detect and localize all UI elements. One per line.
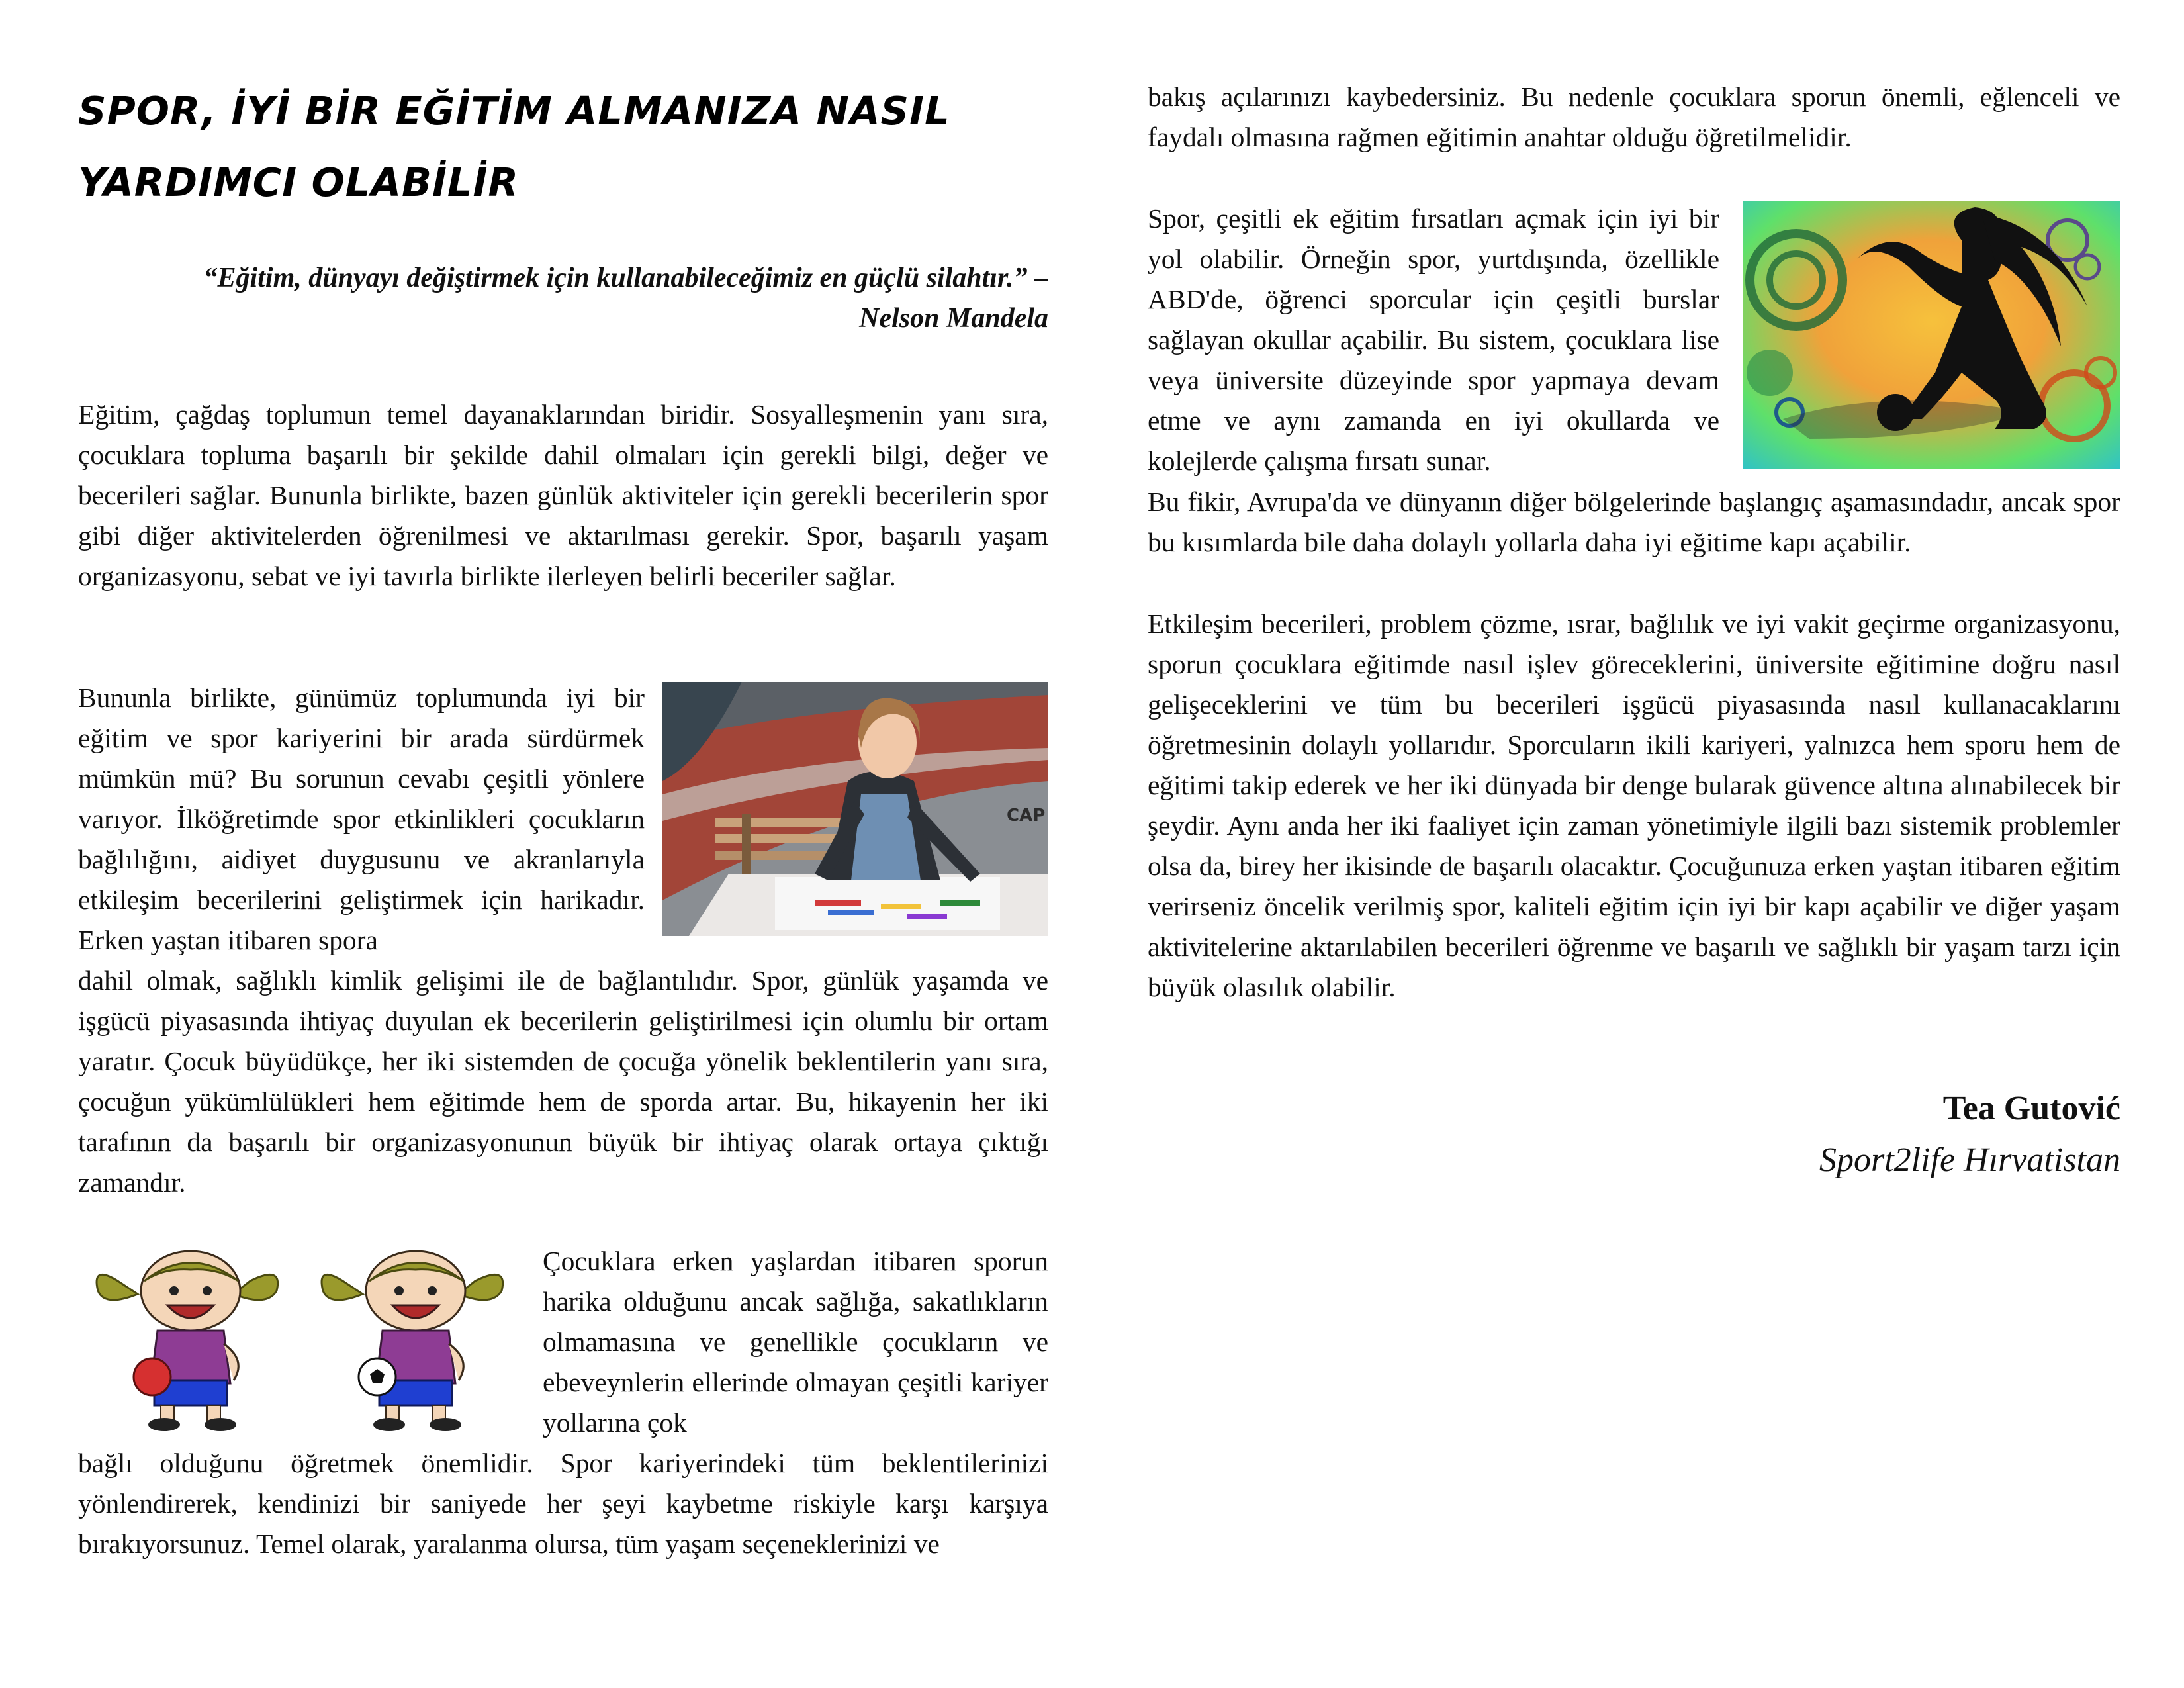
svg-text:CAP: CAP — [1007, 806, 1046, 825]
paragraph-health-part2: bağlı olduğunu öğretmek önemlidir. Spor kariyerindeki tüm beklentilerinizi yönlendirerek, kendinizi bir saniyede her şeyi kaybetme riskiyle karşı karşıya bırakıyorsunuz. Temel olarak, yaralanma olursa, tüm yaşam seçeneklerinizi ve — [78, 1448, 1048, 1559]
author-name: Tea Gutović — [1942, 1090, 2120, 1127]
paragraph-dual-career-part1: Bununla birlikte, günümüz toplumunda iyi bir eğitim ve spor kariyerini bir arada sürdürmek mümkün mü? Bu sorunun cevabı çeşitli yönlere varıyor. İlköğretimde spor etkinlikleri çocukların bağlılığını, aidiyet duygusunu ve akranlarıyla etkileşim becerilerini geliştirmek için harikadır. Erken yaştan itibaren spora — [78, 682, 645, 955]
paragraph-dual-career-part2: dahil olmak, sağlıklı kimlik gelişimi ile de bağlantılıdır. Spor, günlük yaşamda ve işgücü piyasasında ihtiyaç duyulan ek becerilerin geliştirilmesi için olumlu bir ortam yaratır. Çocuk büyüdükçe, her iki sistemden de çocuğa yönelik beklentilerin yanı sıra, çocuğun yükümlülükleri hem eğitimde hem de sporda artar. Bu, hikayenin her iki tarafının da başarılı bir organizasyonunun büyük bir ihtiyaç olarak ortaya çıktığı zamandır. — [78, 965, 1048, 1197]
paragraph-health-part1: Çocuklara erken yaşlardan itibaren sporun harika olduğunu ancak sağlığa, sakatlıkların olmamasına ve genellikle çocukların ve ebeveynlerin ellerinde olmayan çeşitli kariyer yollarına çok — [543, 1246, 1048, 1438]
paragraph-health-part3: bakış açılarınızı kaybedersiniz. Bu nedenle çocuklara sporun önemli, eğlenceli ve faydalı olmasına rağmen eğitimin anahtar olduğu öğretilmelidir. — [1148, 81, 2120, 152]
author-organization: Sport2life Hırvatistan — [1819, 1141, 2120, 1179]
cartoon-girl-left — [97, 1251, 278, 1431]
photo-graphic — [662, 682, 1048, 936]
cartoon-girl-right — [322, 1251, 503, 1431]
paragraph-conclusion: Etkileşim becerileri, problem çözme, ısrar, bağlılık ve iyi vakit geçirme organizasyonu, sporun çocuklara eğitimde nasıl işlev göreceklerini, üniversite eğitimine doğru nasıl gelişeceklerini ve tüm bu becerileri işgücü piyasasında nasıl kullanacaklarını öğretmesinin dolaylı yollarıdır. Sporcuların ikili kariyeri, yalnızca hem sporu hem de eğitimi takip ederek ve her iki dünyada bir denge bularak güvence altına alınabilecek bir şeydir. Aynı anda her iki faaliyet için zaman yönetimiyle ilgili bazı sistemik problemler olsa da, birey her ikisinde de başarılı olacaktır. Çocuğunuza erken yaştan itibaren eğitim verirseniz öncelik verilmiş spor, kaliteli eğitim için iyi bir kapı açabilir ve diğer yaşam aktivitelerine aktarılabilen becerileri öğrenme ve başarılı ve sağlıklı bir yaşam tarzı için büyük olasılık olabilir. — [1148, 608, 2120, 1002]
quote-text: “Eğitim, dünyayı değiştirmek için kullanabileceğimiz en güçlü silahtır.” – — [203, 263, 1048, 293]
mandela-quote — [78, 258, 1048, 339]
paragraph-scholarships-part1: Spor, çeşitli ek eğitim fırsatları açmak için iyi bir yol olabilir. Örneğin spor, yurtdışında, özellikle ABD'de, öğrenci sporcular için çeşitli burslar sağlayan okullar açabilir. Bu sistem, çocuklara lise veya üniversite düzeyinde spor yapmaya devam etme ve aynı zamanda en iyi okullarda ve kolejlerde çalışma fırsatı sunar. — [1148, 203, 1719, 476]
silhouette-graphic — [1743, 201, 2120, 469]
paragraph-intro: Eğitim, çağdaş toplumun temel dayanaklarından biridir. Sosyalleşmenin yanı sıra, çocuklara topluma başarılı bir şekilde dahil olmaları için gerekli bilgi, değer ve becerileri sağlar. Bununla birlikte, bazen günlük aktiviteler için gerekli becerilerin spor gibi diğer aktivitelerden öğrenilmesi ve aktarılması gerekir. Spor, başarılı yaşam organizasyonu, sebat ve iyi tavırla birlikte ilerleyen belirli beceriler sağlar. — [78, 399, 1048, 591]
paragraph-scholarships-part2: Bu fikir, Avrupa'da ve dünyanın diğer bölgelerinde başlangıç aşamasındadır, ancak spor bu kısımlarda bile daha dolaylı yollarla daha iyi eğitime kapı açabilir. — [1148, 487, 2120, 557]
girl-drawing-photo — [662, 682, 1048, 936]
article-title: SPOR, İYİ BİR EĞİTİM ALMANIZA NASIL YARDIMCI OLABİLİR — [78, 88, 950, 205]
quote-author: Nelson Mandela — [859, 303, 1048, 334]
cartoon-girls-image — [91, 1244, 568, 1436]
cartoon-graphic — [91, 1244, 568, 1436]
silhouette-girl-image — [1743, 201, 2120, 469]
